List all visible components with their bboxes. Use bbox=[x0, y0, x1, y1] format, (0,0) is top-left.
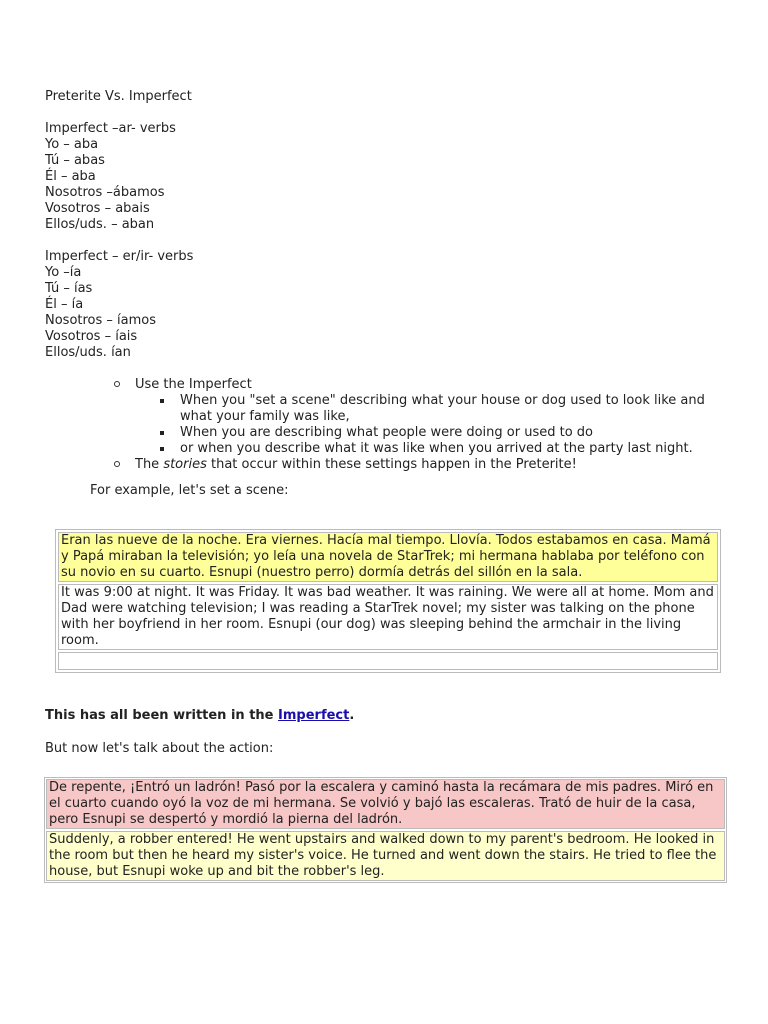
example-intro: For example, let's set a scene: bbox=[90, 483, 289, 498]
action-table bbox=[44, 777, 727, 883]
er-ir-verbs-line: Ellos/uds. ían bbox=[45, 345, 131, 360]
circle-bullet-icon bbox=[114, 461, 120, 467]
action-english-cell: Suddenly, a robber entered! He went upstairs and walked down to my parent's bedroom. He looked in the room but then he heard my sister's voice. He turned and went down the stairs. He tried to flee the house, but Esnupi woke up and bit the robber's leg. bbox=[46, 831, 725, 881]
usage-list bbox=[45, 377, 725, 473]
list-item bbox=[45, 377, 725, 457]
er-ir-verbs-section bbox=[45, 249, 725, 361]
ar-verbs-section bbox=[45, 121, 725, 233]
usage-subitem: When you are describing what people were doing or used to do bbox=[180, 425, 593, 440]
er-ir-verbs-line: Vosotros – íais bbox=[45, 329, 138, 344]
er-ir-verbs-line: Tú – ías bbox=[45, 281, 93, 296]
summary-text bbox=[45, 708, 354, 724]
er-ir-verbs-line: Nosotros – íamos bbox=[45, 313, 157, 328]
scene-table bbox=[55, 529, 721, 673]
er-ir-verbs-line: Yo –ía bbox=[45, 265, 82, 280]
ar-verbs-line: Nosotros –ábamos bbox=[45, 185, 165, 200]
ar-verbs-line: Ellos/uds. – aban bbox=[45, 217, 155, 232]
usage-subitem: When you "set a scene" describing what your house or dog used to look like and what your family was like, bbox=[180, 393, 705, 424]
document-body bbox=[45, 89, 725, 499]
imperfect-link[interactable]: Imperfect bbox=[278, 708, 350, 723]
list-item bbox=[135, 393, 720, 425]
usage-item-emphasis: stories bbox=[163, 457, 207, 472]
ar-verbs-heading: Imperfect –ar- verbs bbox=[45, 121, 176, 136]
ar-verbs-line: Él – aba bbox=[45, 169, 96, 184]
er-ir-verbs-line: Él – ía bbox=[45, 297, 84, 312]
list-item bbox=[135, 441, 720, 457]
empty-cell bbox=[58, 652, 718, 670]
page-title: Preterite Vs. Imperfect bbox=[45, 89, 192, 104]
usage-item-suffix: that occur within these settings happen in the Preterite! bbox=[206, 457, 577, 472]
usage-item-prefix: The bbox=[135, 457, 164, 472]
summary-prefix: This has all been written in the bbox=[45, 708, 279, 723]
list-item bbox=[135, 425, 720, 441]
square-bullet-icon bbox=[160, 399, 164, 403]
ar-verbs-line: Tú – abas bbox=[45, 153, 105, 168]
square-bullet-icon bbox=[160, 431, 164, 435]
square-bullet-icon bbox=[160, 447, 164, 451]
scene-english-cell: It was 9:00 at night. It was Friday. It was bad weather. It was raining. We were all at home. Mom and Dad were watching television; I was reading a StarTrek novel; my sister was talking on the phone with her boyfriend in her room. Esnupi (our dog) was sleeping behind the armchair in the living room. bbox=[58, 584, 718, 650]
usage-sublist bbox=[135, 393, 725, 457]
ar-verbs-line: Vosotros – abais bbox=[45, 201, 150, 216]
usage-subitem: or when you describe what it was like when you arrived at the party last night. bbox=[180, 441, 693, 456]
list-item bbox=[45, 457, 725, 473]
action-spanish-cell: De repente, ¡Entró un ladrón! Pasó por la escalera y caminó hasta la recámara de mis padres. Miró en el cuarto cuando oyó la voz de mi hermana. Se volvió y bajó las escaleras. Trató de huir de la casa, pero Esnupi se despertó y mordió la pierna del ladrón. bbox=[46, 779, 725, 829]
summary-suffix: . bbox=[349, 708, 355, 723]
circle-bullet-icon bbox=[114, 381, 120, 387]
ar-verbs-line: Yo – aba bbox=[45, 137, 99, 152]
action-intro: But now let's talk about the action: bbox=[45, 741, 274, 756]
usage-item-label: Use the Imperfect bbox=[135, 377, 252, 392]
scene-spanish-cell: Eran las nueve de la noche. Era viernes. Hacía mal tiempo. Llovía. Todos estabamos en casa. Mamá y Papá miraban la televisión; yo leía una novela de StarTrek; mi hermana hablaba por teléfono con su novio en su cuarto. Esnupi (nuestro perro) dormía detrás del sillón en la sala. bbox=[58, 532, 718, 582]
er-ir-verbs-heading: Imperfect – er/ir- verbs bbox=[45, 249, 194, 264]
